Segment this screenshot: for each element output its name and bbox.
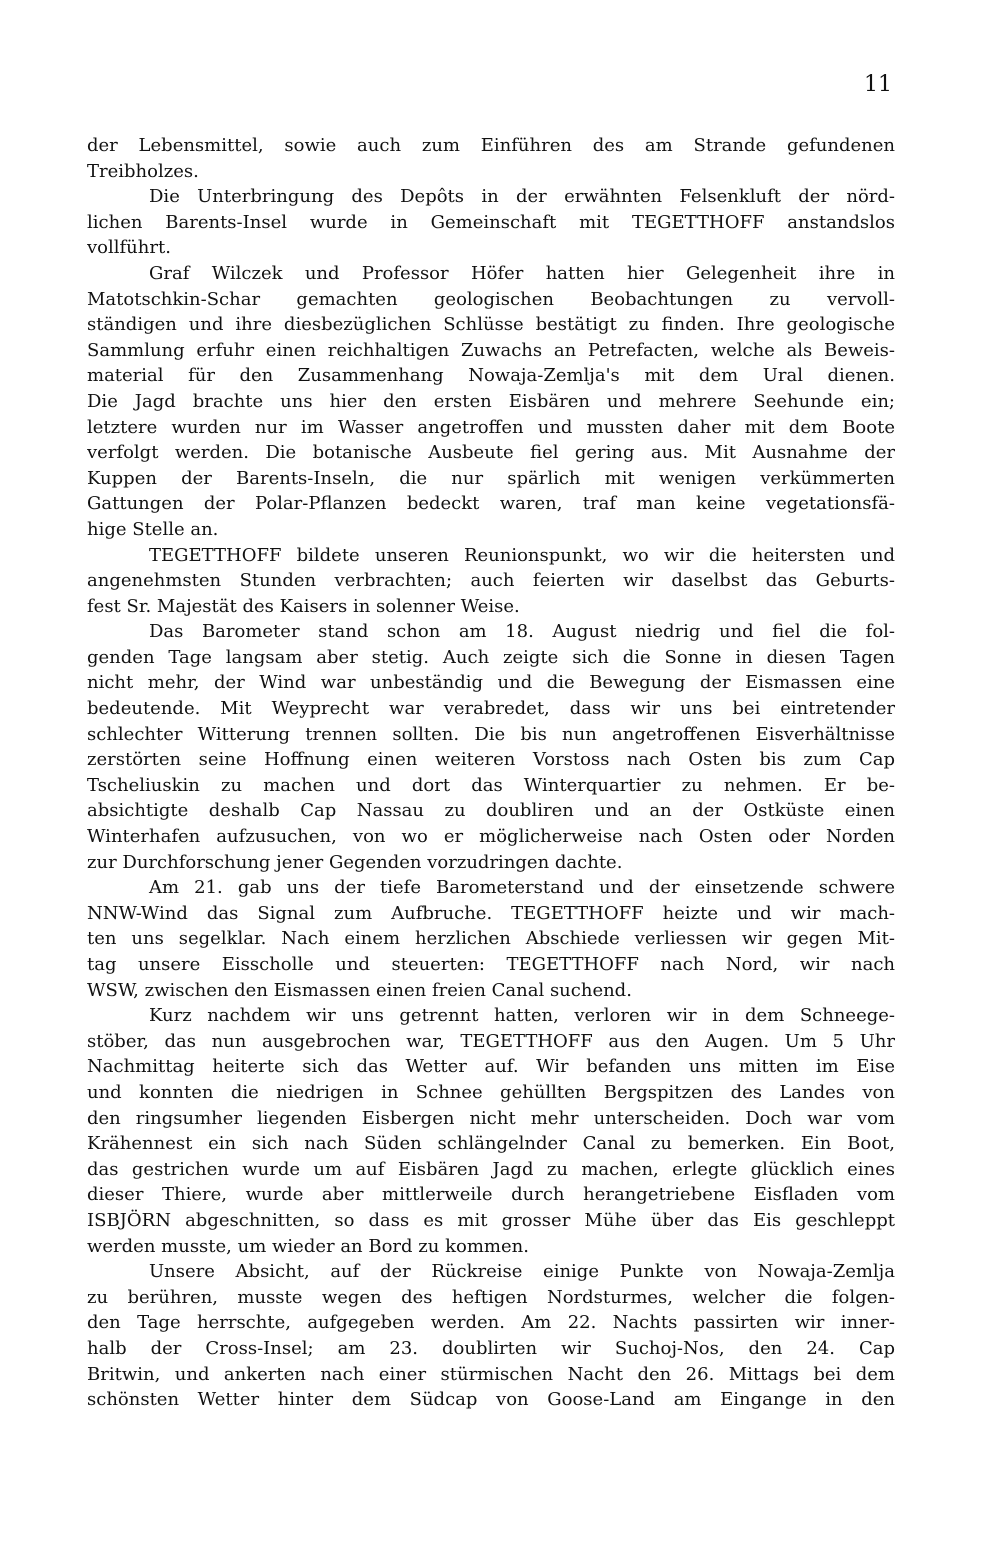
paragraph-depot [87,184,895,261]
text-line: Kurz nachdem wir uns getrennt hatten, verloren wir in dem Schneege- [149,1005,895,1027]
text-line: hige Stelle an. [87,518,219,540]
paragraph-reunion [87,543,895,620]
page-number: 11 [864,72,892,97]
text-line: Nachmittag heiterte sich das Wetter auf. Wir befanden uns mitten im Eise [87,1056,895,1078]
text-line: das gestrichen wurde um auf Eisbären Jagd zu machen, erlegte glücklich eines [87,1158,895,1180]
text-line: halb der Cross-Insel; am 23. doublirten wir Suchoj-Nos, den 24. Cap [87,1337,895,1359]
text-line: WSW, zwischen den Eismassen einen freien Canal suchend. [87,979,632,1001]
text-line: und konnten die niedrigen in Schnee gehüllten Bergspitzen des Landes von [87,1081,895,1103]
text-line: nicht mehr, der Wind war unbeständig und die Bewegung der Eismassen eine [87,672,895,694]
text-line: stöber, das nun ausgebrochen war, TEGETTHOFF aus den Augen. Um 5 Uhr [87,1030,895,1052]
text-line: Kuppen der Barents-Inseln, die nur spärlich mit wenigen verkümmerten [87,467,895,489]
text-line: genden Tage langsam aber stetig. Auch zeigte sich die Sonne in diesen Tagen [87,646,895,668]
text-line: den ringsumher liegenden Eisbergen nicht mehr unterscheiden. Doch war vom [87,1107,895,1129]
paragraph-rueckreise [87,1259,895,1413]
text-line: Sammlung erfuhr einen reichhaltigen Zuwachs an Petrefacten, welche als Beweis- [87,339,895,361]
text-line: der Lebensmittel, sowie auch zum Einführen des am Strande gefundenen [87,135,895,156]
text-line: Gattungen der Polar-Pflanzen bedeckt waren, traf man keine vegetationsfä- [87,493,895,515]
text-line: Winterhafen aufzusuchen, von wo er möglicherweise nach Osten oder Norden [87,826,895,848]
text-line: Britwin, und ankerten nach einer stürmischen Nacht den 26. Mittags bei dem [87,1363,895,1385]
text-line: Treibholzes. [87,160,199,182]
text-line: Die Jagd brachte uns hier den ersten Eisbären und mehrere Seehunde ein; [87,390,895,412]
text-line: Das Barometer stand schon am 18. August niedrig und fiel die fol- [149,621,895,643]
text-line: vollführt. [87,237,171,259]
text-line: zerstörten seine Hoffnung einen weiteren Vorstoss nach Osten bis zum Cap [87,749,895,771]
text-line: Unsere Absicht, auf der Rückreise einige Punkte von Nowaja-Zemlja [149,1261,895,1283]
text-line: schönsten Wetter hinter dem Südcap von Goose-Land am Eingange in den [87,1389,895,1411]
paragraph-abschied [87,875,895,1003]
text-line: zu berühren, musste wegen des heftigen Nordsturmes, welcher die folgen- [87,1286,895,1308]
paragraph-wilczek [87,261,895,543]
text-line: zur Durchforschung jener Gegenden vorzudringen dachte. [87,851,623,873]
text-line: angenehmsten Stunden verbrachten; auch feierten wir daselbst das Geburts- [87,570,895,592]
text-line: schlechter Witterung trennen sollten. Die bis nun angetroffenen Eisverhältnisse [87,723,895,745]
paragraph-barometer [87,619,895,875]
text-line: NNW-Wind das Signal zum Aufbruche. TEGETTHOFF heizte und wir mach- [87,902,895,924]
text-line: Die Unterbringung des Depôts in der erwähnten Felsenkluft der nörd- [149,186,895,208]
text-line: TEGETTHOFF bildete unseren Reunionspunkt, wo wir die heitersten und [149,544,895,566]
text-line: verfolgt werden. Die botanische Ausbeute fiel gering aus. Mit Ausnahme der [87,442,895,464]
text-line: fest Sr. Majestät des Kaisers in solenner Weise. [87,595,520,617]
text-line: letztere wurden nur im Wasser angetroffen und mussten daher mit dem Boote [87,416,895,438]
text-line: bedeutende. Mit Weyprecht war verabredet, dass wir uns bei eintretender [87,698,895,720]
text-line: tag unsere Eisscholle und steuerten: TEGETTHOFF nach Nord, wir nach [87,954,895,975]
text-line: ten uns segelklar. Nach einem herzlichen Abschiede verliessen wir gegen Mit- [87,928,895,950]
text-line: ständigen und ihre diesbezüglichen Schlüsse bestätigt zu finden. Ihre geologische [87,314,895,336]
paragraph-treibholz [87,133,895,184]
text-line: lichen Barents-Insel wurde in Gemeinschaft mit TEGETTHOFF anstandslos [87,211,895,233]
text-line: ISBJÖRN abgeschnitten, so dass es mit grosser Mühe über das Eis geschleppt [87,1209,895,1231]
body-text [87,133,895,1413]
paragraph-schneegestoeber [87,1003,895,1259]
text-line: material für den Zusammenhang Nowaja-Zemlja's mit dem Ural dienen. [87,365,895,387]
text-line: Am 21. gab uns der tiefe Barometerstand und der einsetzende schwere [149,877,895,899]
text-line: den Tage herrschte, aufgegeben werden. Am 22. Nachts passirten wir inner- [87,1312,895,1334]
text-line: absichtigte deshalb Cap Nassau zu doubliren und an der Ostküste einen [87,800,895,822]
text-line: Krähennest ein sich nach Süden schlängelnder Canal zu bemerken. Ein Boot, [87,1133,895,1155]
text-line: werden musste, um wieder an Bord zu kommen. [87,1235,529,1257]
text-line: Graf Wilczek und Professor Höfer hatten hier Gelegenheit ihre in [149,262,895,284]
text-line: dieser Thiere, wurde aber mittlerweile durch herangetriebene Eisfladen vom [87,1184,895,1206]
text-line: Tscheliuskin zu machen und dort das Winterquartier zu nehmen. Er be- [87,774,895,796]
text-line: Matotschkin-Schar gemachten geologischen Beobachtungen zu vervoll- [87,288,895,310]
